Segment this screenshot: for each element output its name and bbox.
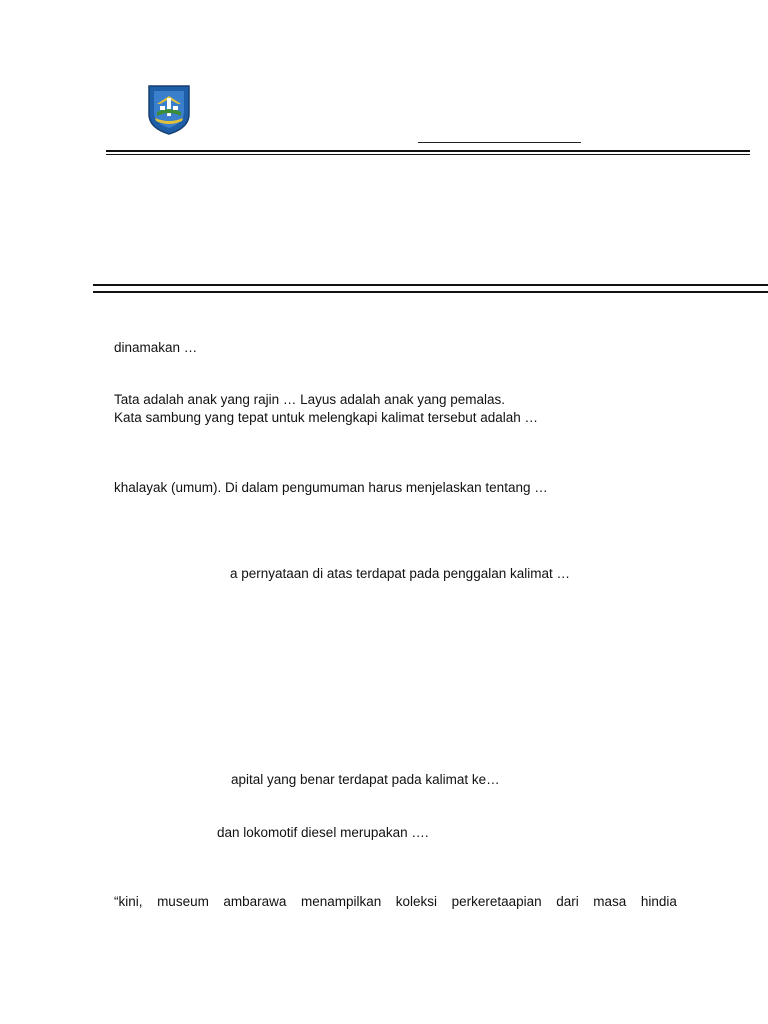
- question-line: a pernyataan di atas terdapat pada penggalan kalimat …: [230, 566, 570, 581]
- passage-word: hindia: [640, 894, 677, 909]
- header-divider-top: [106, 150, 750, 152]
- header-divider-bottom-second: [93, 291, 768, 293]
- question-line: dan lokomotif diesel merupakan ….: [217, 825, 429, 840]
- passage-word: museum: [157, 894, 209, 909]
- passage-word: perkeretaapian: [451, 894, 542, 909]
- header-signature-rule: [418, 142, 581, 143]
- passage-word: dari: [556, 894, 579, 909]
- question-line: dinamakan …: [114, 340, 198, 355]
- question-line: Tata adalah anak yang rajin … Layus adalah anak yang pemalas.: [114, 392, 506, 407]
- passage-word: menampilkan: [300, 894, 382, 909]
- passage-word: masa: [593, 894, 627, 909]
- passage-word: “kini,: [114, 894, 143, 909]
- header-divider-bottom: [93, 284, 768, 286]
- question-line: Kata sambung yang tepat untuk melengkapi kalimat tersebut adalah …: [114, 410, 539, 425]
- passage-word: koleksi: [395, 894, 438, 909]
- regional-government-crest-icon: [145, 82, 193, 136]
- question-line: apital yang benar terdapat pada kalimat ke…: [231, 772, 500, 787]
- passage-line: [114, 894, 677, 910]
- header-divider-top-thin: [106, 154, 750, 155]
- passage-word: ambarawa: [223, 894, 287, 909]
- question-line: khalayak (umum). Di dalam pengumuman harus menjelaskan tentang …: [114, 480, 548, 495]
